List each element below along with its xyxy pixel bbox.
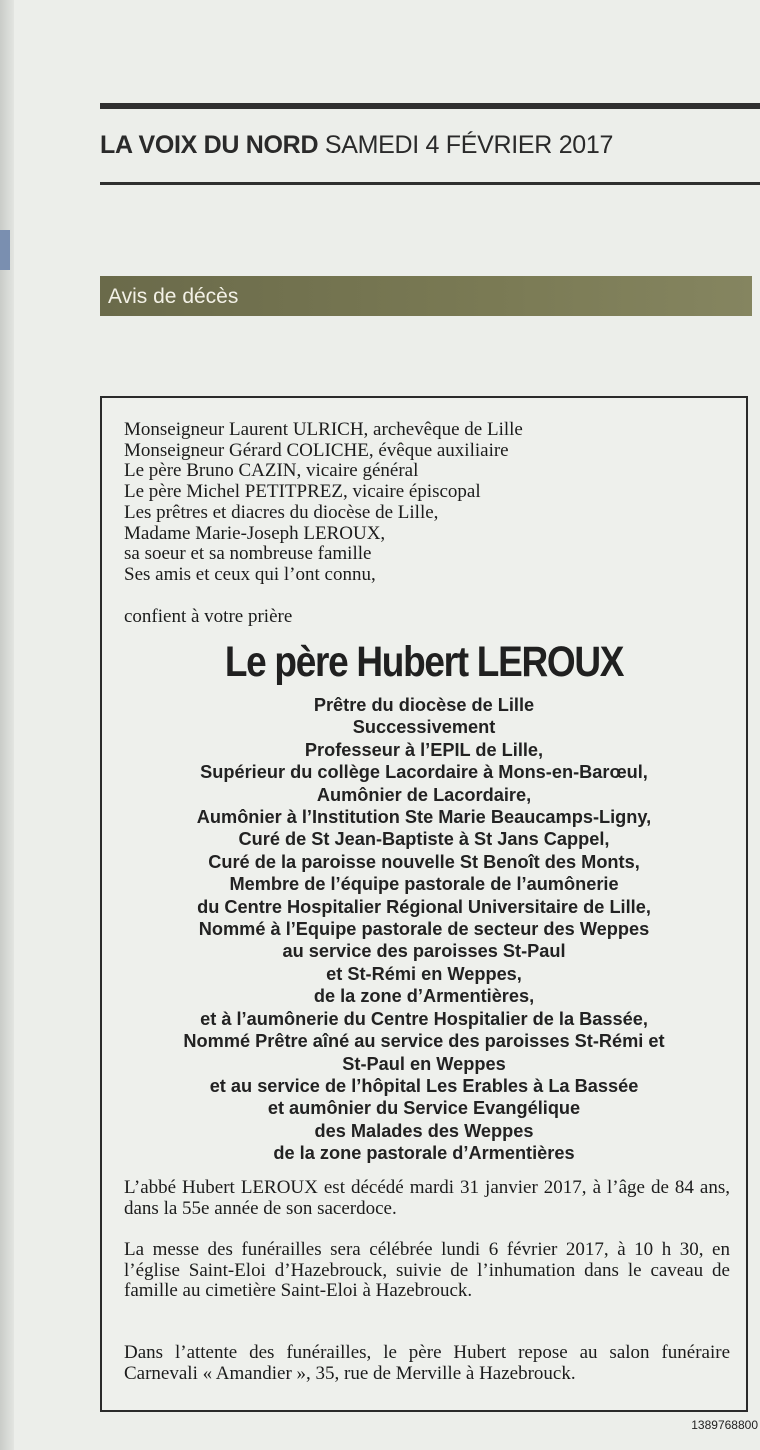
role-line: Curé de la paroisse nouvelle St Benoît des Monts, [208, 851, 640, 872]
role-line: et aumônier du Service Evangélique [267, 1098, 581, 1119]
masthead [100, 128, 613, 162]
funeral-paragraph: La messe des funérailles sera célébrée lundi 6 février 2017, à 10 h 30, en l’église Saint-Eloi d’Hazebrouck, suivie de l’inhumation dans le caveau de famille au cimetière Saint-Eloi à Hazebrouck. [124, 1239, 730, 1301]
confient-line: confient à votre prière [124, 606, 293, 627]
role-line: du Centre Hospitalier Régional Universitaire de Lille, [197, 896, 651, 917]
role-line: et au service de l’hôpital Les Erables à La Bassée [209, 1075, 639, 1096]
role-line: Nommé à l’Equipe pastorale de secteur des Weppes [198, 919, 650, 940]
role-line: et à l’aumônerie du Centre Hospitalier de la Bassée, [200, 1008, 648, 1029]
role-line: St-Paul en Weppes [342, 1053, 506, 1074]
section-title: Avis de décès [108, 285, 239, 308]
intro-line: Ses amis et ceux qui l’ont connu, [124, 563, 376, 585]
roles-list [102, 694, 746, 1165]
rest-paragraph: Dans l’attente des funérailles, le père Hubert repose au salon funéraire Carnevali « Amandier », 35, rue de Merville à Hazebrouck. [124, 1342, 730, 1384]
role-line: Prêtre du diocèse de Lille [313, 695, 535, 715]
role-line: au service des paroisses St-Paul [282, 941, 566, 962]
role-line: Successivement [352, 717, 496, 738]
role-line: des Malades des Weppes [314, 1120, 534, 1141]
intro-line: Les prêtres et diacres du diocèse de Lille, [124, 501, 439, 523]
role-line: Aumônier à l’Institution Ste Marie Beaucamps-Ligny, [196, 807, 652, 828]
edge-color-mark [0, 230, 10, 270]
intro-line: Madame Marie-Joseph LEROUX, [124, 522, 386, 544]
intro-line: Le père Bruno CAZIN, vicaire général [124, 460, 419, 482]
role-line: Professeur à l’EPIL de Lille, [304, 739, 544, 760]
reference-number: 1389768800 [691, 1418, 758, 1432]
section-header [100, 276, 752, 316]
role-line: Aumônier de Lacordaire, [316, 784, 532, 805]
role-line: de la zone pastorale d’Armentières [273, 1143, 575, 1164]
top-rule [100, 103, 760, 109]
issue-date: SAMEDI 4 FÉVRIER 2017 [324, 131, 614, 159]
role-line: Nommé Prêtre aîné au service des paroisses St-Rémi et [183, 1031, 665, 1052]
intro-line: Le père Michel PETITPREZ, vicaire épiscopal [124, 481, 481, 503]
deceased-name: Le père Hubert LEROUX [224, 638, 624, 686]
intro-line: sa soeur et sa nombreuse famille [124, 543, 372, 565]
newspaper-name: LA VOIX DU NORD [100, 131, 319, 159]
role-line: et St-Rémi en Weppes, [326, 963, 522, 984]
death-paragraph: L’abbé Hubert LEROUX est décédé mardi 31 janvier 2017, à l’âge de 84 ans, dans la 55e année de son sacerdoce. [124, 1177, 730, 1219]
role-line: Supérieur du collège Lacordaire à Mons-en-Barœul, [200, 762, 648, 783]
role-line: de la zone d’Armentières, [313, 986, 535, 1007]
role-line: Membre de l’équipe pastorale de l’aumônerie [229, 874, 619, 895]
death-notice [100, 396, 748, 1412]
role-line: Curé de St Jean-Baptiste à St Jans Cappel, [238, 829, 610, 850]
intro-line: Monseigneur Gérard COLICHE, évêque auxiliaire [124, 439, 509, 461]
intro-line: Monseigneur Laurent ULRICH, archevêque de Lille [124, 419, 523, 440]
intro-list [124, 420, 523, 586]
masthead-rule [100, 182, 760, 185]
page-edge [0, 0, 14, 1450]
